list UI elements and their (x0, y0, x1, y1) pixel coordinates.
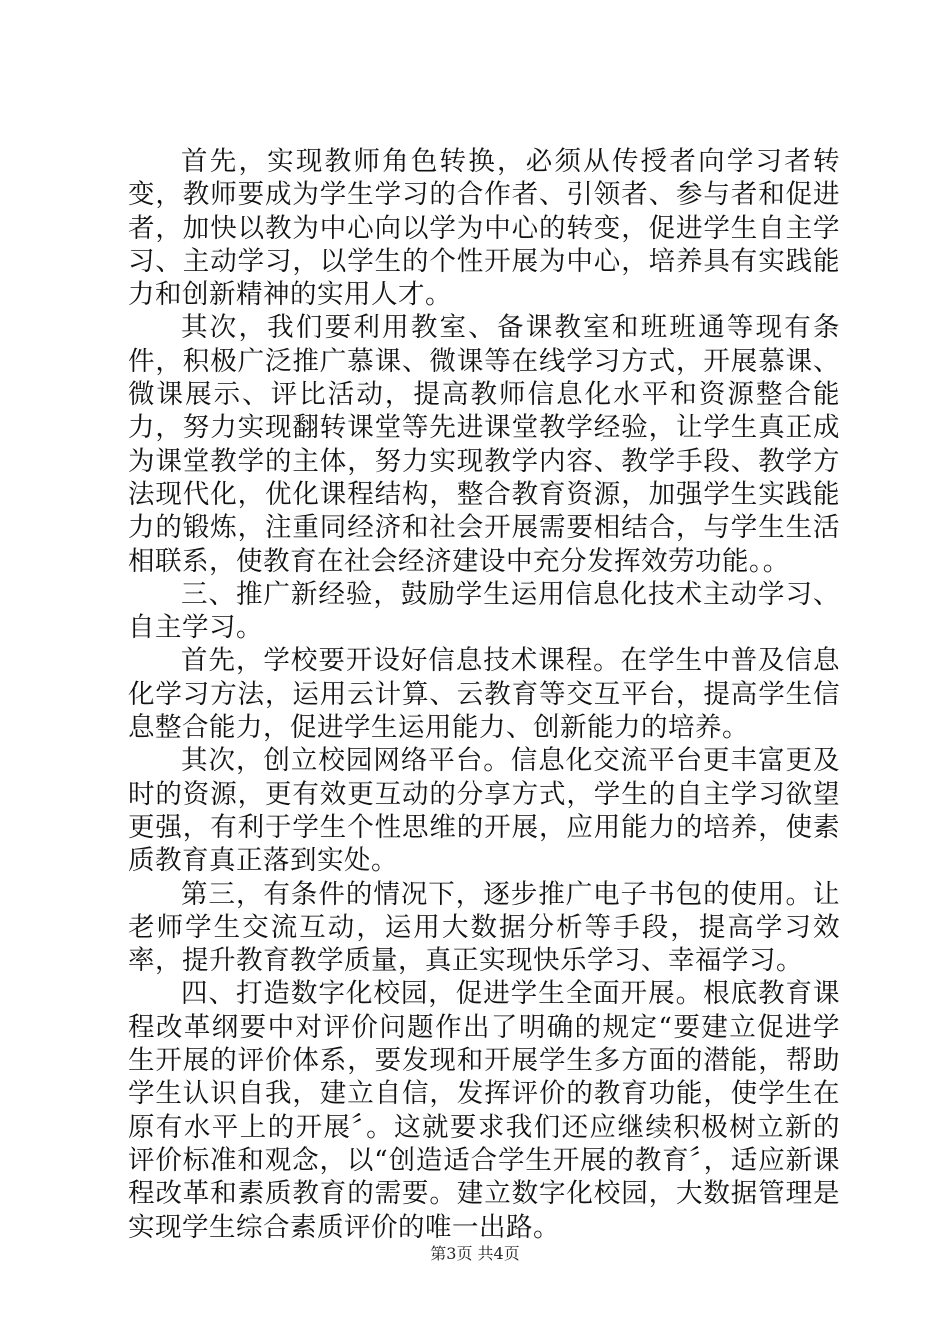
document-body (128, 145, 840, 1244)
paragraph-it-courses: 首先，学校要开设好信息技术课程。在学生中普及信息化学习方法，运用云计算、云教育等交互平台，提高学生信息整合能力，促进学生运用能力、创新能力的培养。 (128, 645, 840, 744)
paragraph-online-learning: 其次，我们要利用教室、备课教室和班班通等现有条件，积极广泛推广慕课、微课等在线学习方式，开展慕课、微课展示、评比活动，提高教师信息化水平和资源整合能力，努力实现翻转课堂等先进课堂教学经验，让学生真正成为课堂教学的主体，努力实现教学内容、教学手段、教学方法现代化，优化课程结构，整合教育资源，加强学生实践能力的锻炼，注重同经济和社会开展需要相结合，与学生生活相联系，使教育在社会经济建设中充分发挥效劳功能。。 (128, 312, 840, 577)
page-number-footer: 第3页 共4页 (430, 1244, 520, 1263)
section-digital-campus: 四、打造数字化校园，促进学生全面开展。根底教育课程改革纲要中对评价问题作出了明确的规定“要建立促进学生开展的评价体系，要发现和开展学生多方面的潜能，帮助学生认识自我，建立自信，发挥评价的教育功能，使学生在原有水平上的开展〞。这就要求我们还应继续积极树立新的评价标准和观念，以“创造适合学生开展的教育〞，适应新课程改革和素质教育的需要。建立数字化校园，大数据管理是实现学生综合素质评价的唯一出路。 (128, 978, 840, 1243)
paragraph-campus-network: 其次，创立校园网络平台。信息化交流平台更丰富更及时的资源，更有效更互动的分享方式，学生的自主学习欲望更强，有利于学生个性思维的开展，应用能力的培养，使素质教育真正落到实处。 (128, 745, 840, 877)
paragraph-teacher-role: 首先，实现教师角色转换，必须从传授者向学习者转变，教师要成为学生学习的合作者、引领者、参与者和促进者，加快以教为中心向以学为中心的转变，促进学生自主学习、主动学习，以学生的个性开展为中心，培养具有实践能力和创新精神的实用人才。 (128, 146, 840, 311)
section-heading-three: 三、推广新经验，鼓励学生运用信息化技术主动学习、自主学习。 (128, 578, 840, 644)
paragraph-e-schoolbag: 第三，有条件的情况下，逐步推广电子书包的使用。让老师学生交流互动，运用大数据分析等手段，提高学习效率，提升教育教学质量，真正实现快乐学习、幸福学习。 (128, 878, 840, 977)
